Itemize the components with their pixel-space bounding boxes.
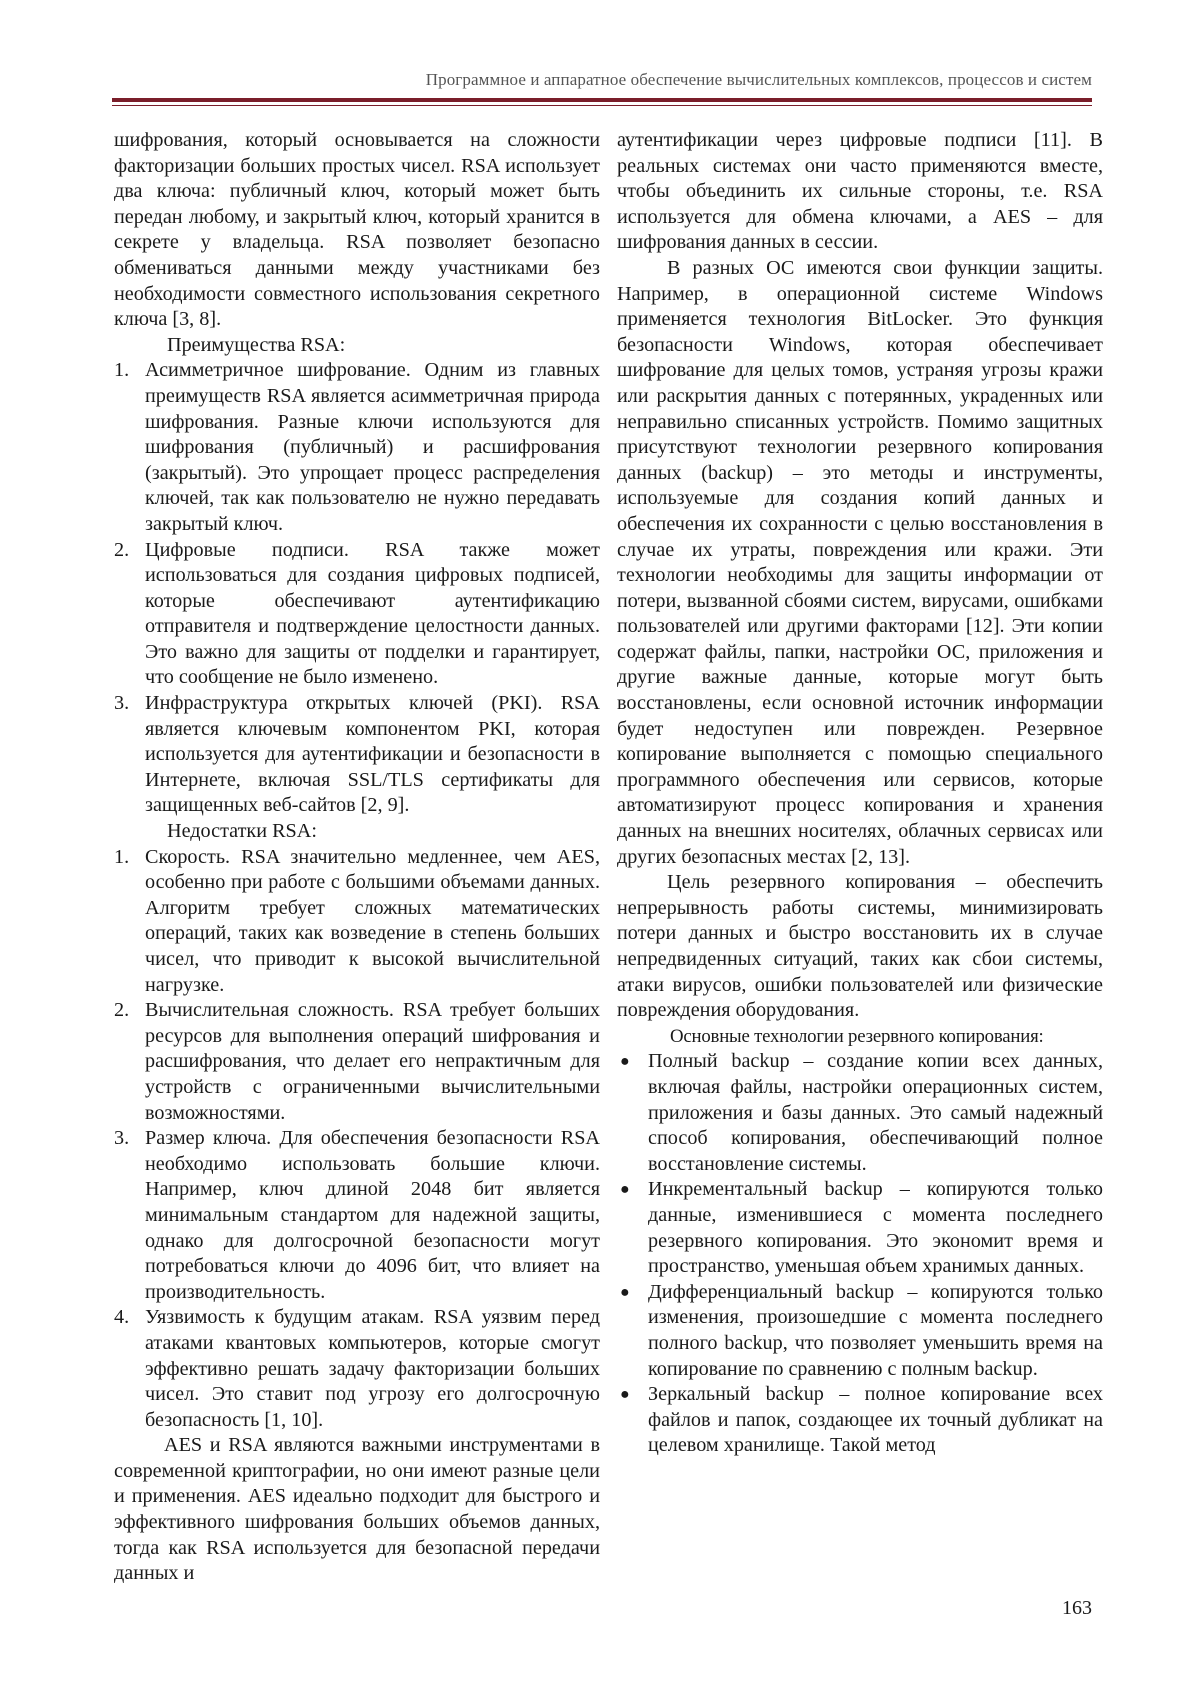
list-item [114,1126,600,1305]
running-header: Программное и аппаратное обеспечение вычислительных комплексов, процессов и систем [425,70,1092,89]
list-item [114,538,600,692]
header-rule [112,98,1092,102]
disadvantages-heading: Недостатки RSA: [167,820,317,843]
list-item [114,691,600,819]
list-item-text: Уязвимость к будущим атакам. RSA уязвим перед атаками квантовых компьютеров, которые смогут эффективно решать задачу факторизации больших чисел. Это ставит под угрозу его долгосрочную безопасность [1, 10]. [145,1306,600,1431]
header-rule-thin [112,105,1092,106]
list-item-text: Зеркальный backup – полное копирование всех файлов и папок, создающее их точный дубликат на целевом хранилище. Такой метод [648,1383,1103,1457]
backup-technologies-heading: Основные технологии резервного копирования: [670,1025,1044,1047]
list-item-text: Цифровые подписи. RSA также может использоваться для создания цифровых подписей, которые обеспечивают аутентификацию отправителя и подтверждение целостности данных. Это важно для защиты от подделки и гарантирует, что сообщение не было изменено. [145,538,600,689]
list-item-text: Асимметричное шифрование. Одним из главных преимуществ RSA является асимметричная природа шифрования. Разные ключи используются для шифрования (публичный) и расшифрования (закрытый). Это упрощает процесс распределения ключей, так как пользователю не нужно передавать закрытый ключ. [145,359,600,535]
page-number: 163 [1062,1597,1092,1619]
backup-types-list [617,1049,1103,1459]
list-item-text: Полный backup – создание копии всех данных, включая файлы, настройки операционных систем, приложения и базы данных. Это самый надежный способ копирования, обеспечивающий полное восстановление системы. [648,1050,1103,1175]
list-item-text: Инкрементальный backup – копируются только данные, изменившиеся с момента последнего резервного копирования. Это экономит время и пространство, уменьшая объем хранимых данных. [648,1178,1103,1278]
list-item [617,1280,1103,1382]
list-number: 2. [114,538,130,561]
bullet-icon: ● [620,1053,630,1071]
continuation-paragraph: аутентификации через цифровые подписи [11]. В реальных системах они часто применяются вместе, чтобы объединить их сильные стороны, т.е. RSA используется для обмена ключами, а AES – для шифрования данных в сессии. [617,129,1103,254]
list-item-text: Инфраструктура открытых ключей (PKI). RSA является ключевым компонентом PKI, которая используется для аутентификации и безопасности в Интернете, включая SSL/TLS сертификаты для защищенных веб-сайтов [2, 9]. [145,692,600,817]
advantages-heading: Преимущества RSA: [167,333,346,356]
list-item-text: Скорость. RSA значительно медленнее, чем AES, особенно при работе с большими объемами данных. Алгоритм требует сложных математических операций, таких как возведение в степень больших чисел, что приводит к высокой вычислительной нагрузке. [145,845,600,996]
os-protection-paragraph: В разных ОС имеются свои функции защиты. Например, в операционной системе Windows применяется технология BitLocker. Это функция безопасности Windows, которая обеспечивает шифрование для целых томов, устраняя угрозы кражи или раскрытия данных с потерянных, украденных или неправильно списанных устройств. Помимо защитных присутствуют технологии резервного копирования данных (backup) – это методы и инструменты, используемые для создания копий данных и обеспечения их сохранности с целью восстановления в случае их утраты, повреждения или кражи. Эти технологии необходимы для защиты информации от потери, вызванной сбоями систем, вирусами, ошибками пользователей или другими факторами [12]. Эти копии содержат файлы, папки, настройки ОС, приложения и другие важные данные, которые могут быть восстановлены, если основной источник информации будет недоступен или поврежден. Резервное копирование выполняется с помощью специального программного обеспечения или сервисов, которые автоматизируют процесс копирования и хранения данных на внешних носителях, облачных сервисах или других безопасных местах [2, 13]. [617,256,1103,868]
list-number: 3. [114,1127,130,1150]
bullet-icon: ● [620,1181,630,1199]
list-item [114,358,600,537]
bullet-icon: ● [620,1283,630,1301]
bullet-icon: ● [620,1386,630,1404]
advantages-list [114,358,600,819]
list-item [617,1049,1103,1177]
list-item-text: Вычислительная сложность. RSA требует больших ресурсов для выполнения операций шифрования и расшифрования, что делает его непрактичным для устройств с ограниченными вычислительными возможностями. [145,999,600,1124]
list-item-text: Дифференциальный backup – копируются только изменения, произошедшие с момента последнего полного backup, что позволяет уменьшить время на копирование по сравнению с полным backup. [648,1280,1103,1380]
disadvantages-list [114,845,600,1434]
backup-goal-paragraph: Цель резервного копирования – обеспечить непрерывность работы системы, минимизировать потери данных и быстро восстановить их в случае непредвиденных ситуаций, таких как сбои системы, атаки вирусов, ошибки пользователей или физические повреждения оборудования. [617,871,1103,1022]
intro-paragraph: шифрования, который основывается на сложности факторизации больших простых чисел. RSA использует два ключа: публичный ключ, который может быть передан любому, и закрытый ключ, который хранится в секрете у владельца. RSA позволяет безопасно обмениваться данными между участниками без необходимости совместного использования секретного ключа [3, 8]. [114,129,600,331]
list-item [617,1382,1103,1459]
list-number: 1. [114,845,130,868]
list-item [114,1305,600,1433]
list-number: 4. [114,1306,130,1329]
list-item [114,998,600,1126]
closing-paragraph: AES и RSA являются важными инструментами в современной криптографии, но они имеют разные цели и применения. AES идеально подходит для быстрого и эффективного шифрования больших объемов данных, тогда как RSA используется для безопасной передачи данных и [114,1434,600,1585]
list-item [114,845,600,999]
left-column [114,128,600,1587]
list-item-text: Размер ключа. Для обеспечения безопасности RSA необходимо использовать большие ключи. Например, ключ длиной 2048 бит является минимальным стандартом для надежной защиты, однако для долгосрочной безопасности могут потребоваться ключи до 4096 бит, что влияет на производительность. [145,1127,600,1303]
list-item [617,1177,1103,1279]
right-column [617,128,1103,1459]
list-number: 2. [114,999,130,1022]
list-number: 3. [114,692,130,715]
list-number: 1. [114,359,130,382]
